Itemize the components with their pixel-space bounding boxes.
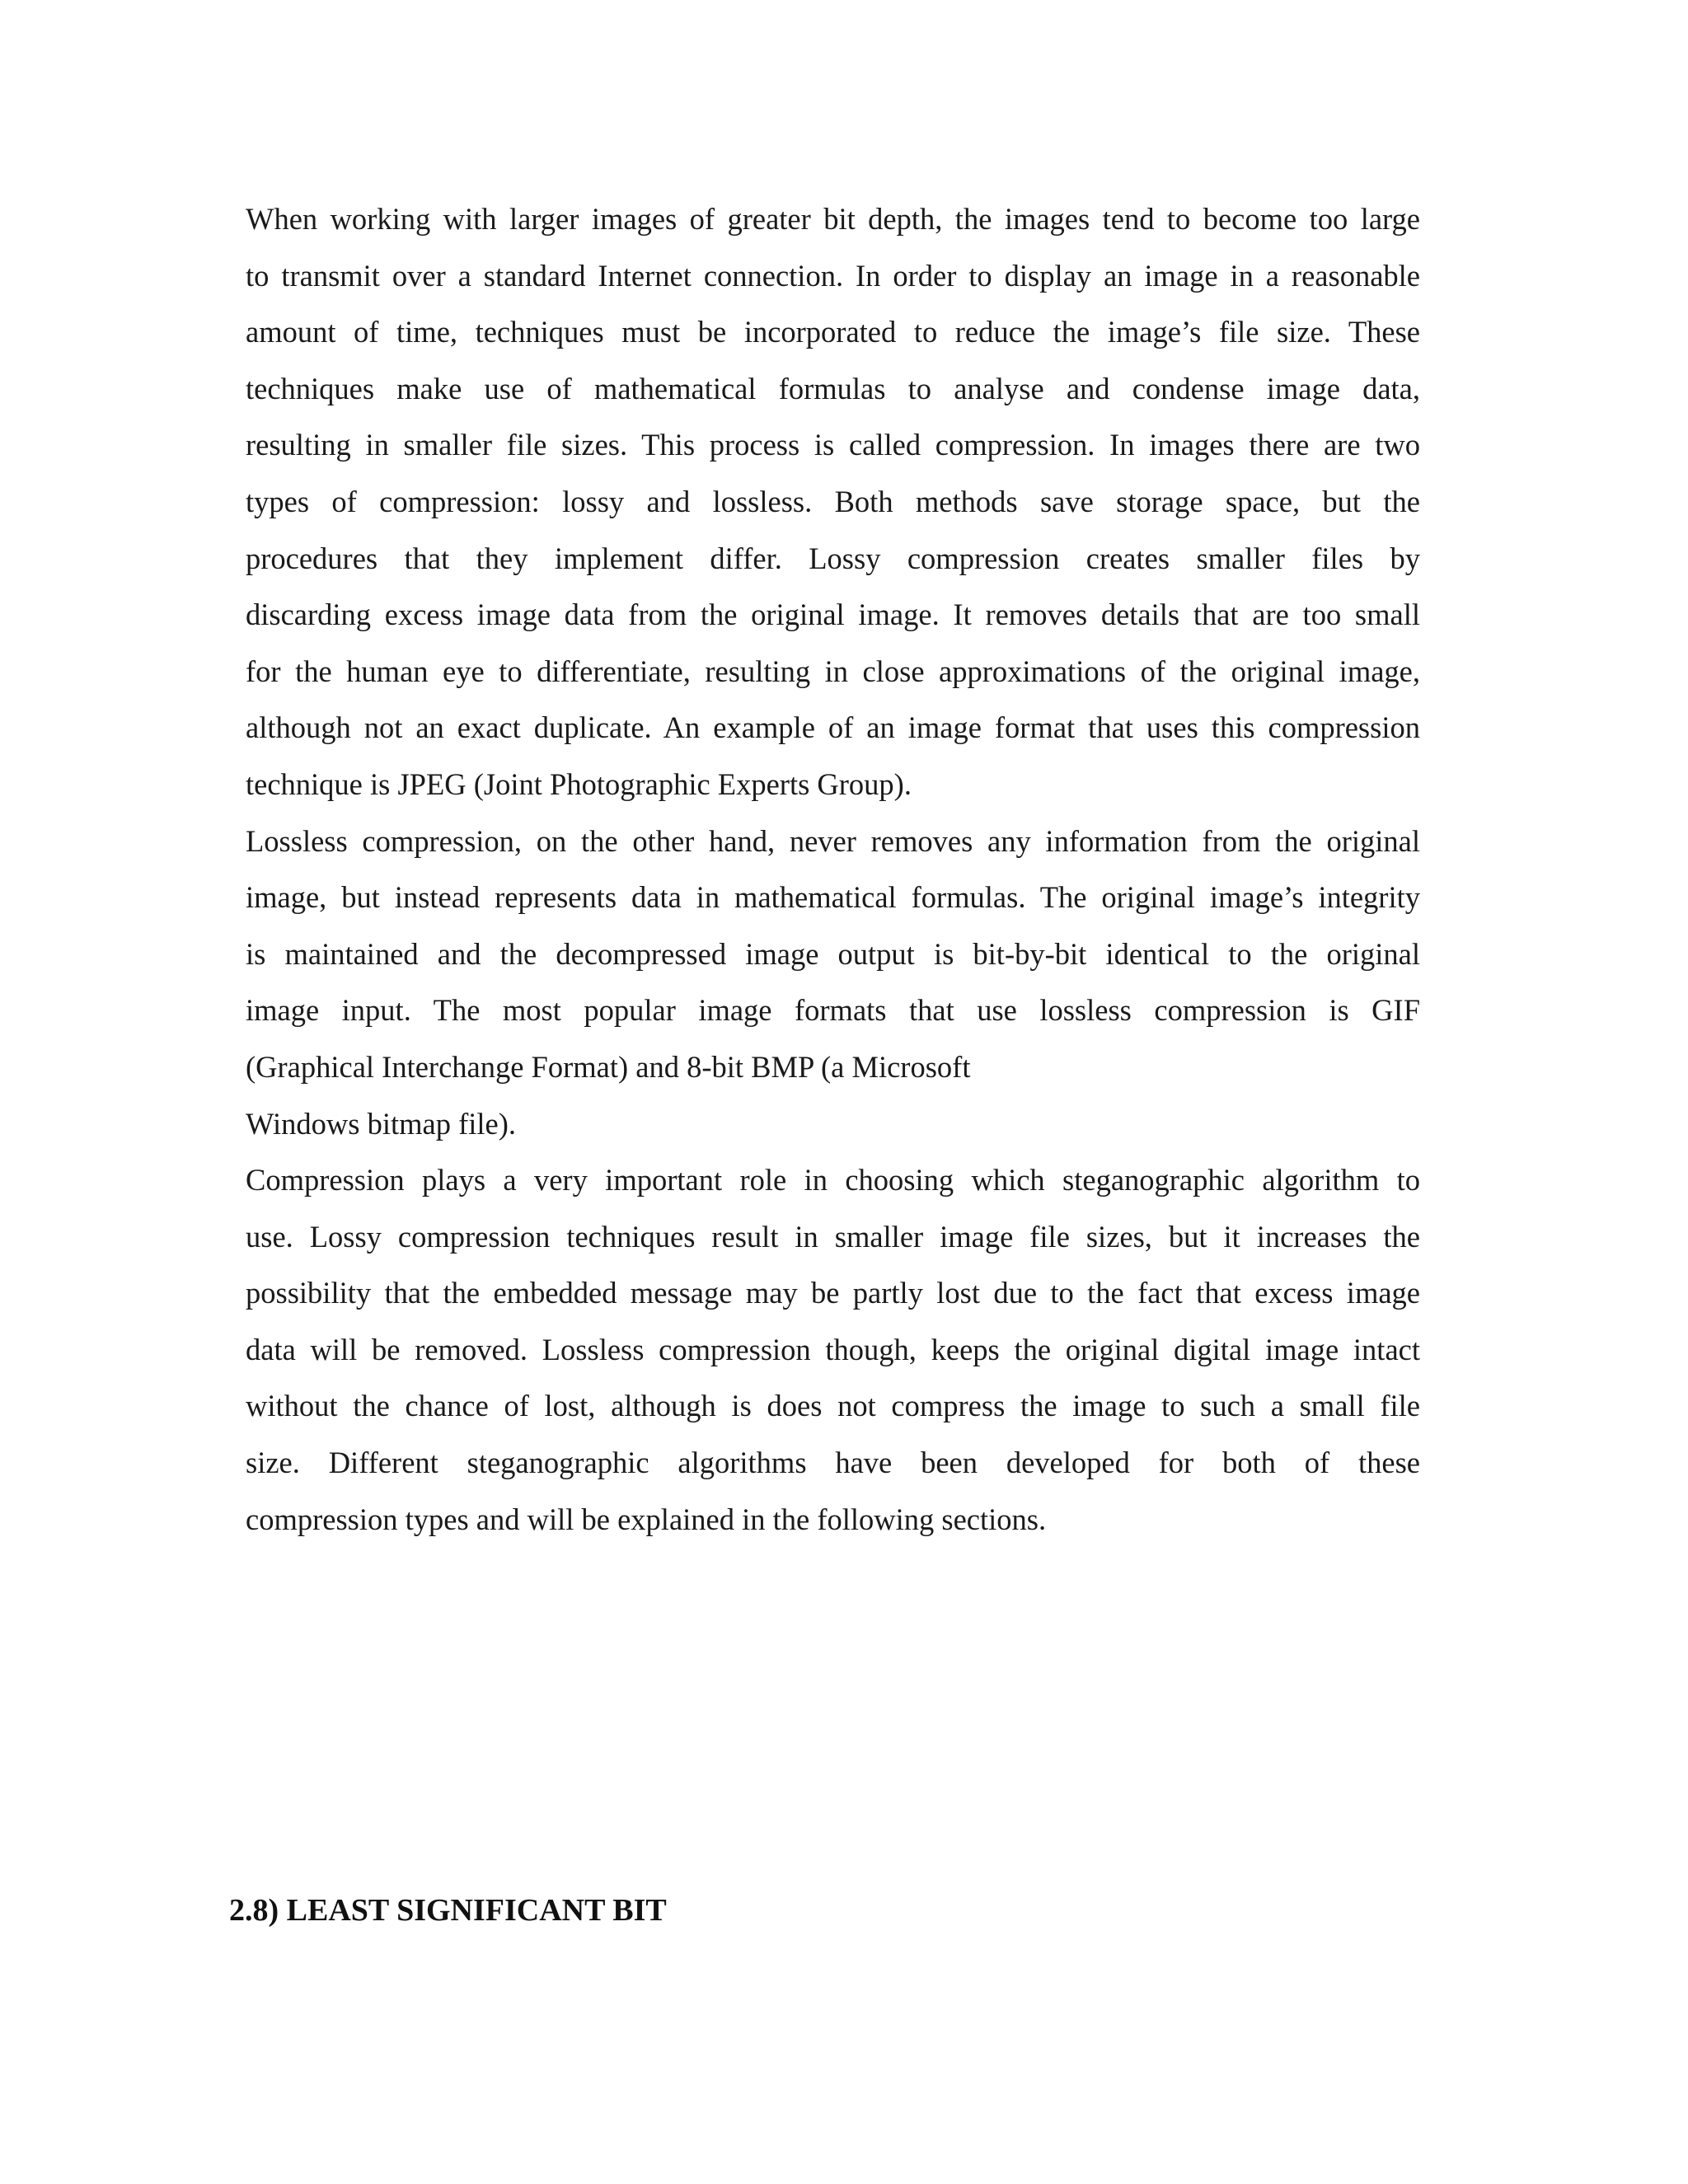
text-line: is maintained and the decompressed image output is bit-by-bit identical to the original	[246, 936, 1420, 971]
text-line: to transmit over a standard Internet connection. In order to display an image in a reasonable	[246, 258, 1420, 293]
text-line: technique is JPEG (Joint Photographic Experts Group).	[246, 766, 912, 801]
text-line: use. Lossy compression techniques result in smaller image file sizes, but it increases the	[246, 1219, 1420, 1254]
paragraph-lossless	[246, 813, 1420, 1153]
text-line: (Graphical Interchange Format) and 8-bit BMP (a Microsoft	[246, 1049, 971, 1084]
text-line: Lossless compression, on the other hand, never removes any information from the original	[246, 823, 1420, 858]
text-line: When working with larger images of greater bit depth, the images tend to become too large	[246, 202, 1420, 236]
paragraph-compression-role	[246, 1152, 1420, 1548]
text-line: discarding excess image data from the original image. It removes details that are too small	[246, 598, 1420, 632]
text-line: without the chance of lost, although is does not compress the image to such a small file	[246, 1389, 1420, 1423]
text-line: compression types and will be explained in the following sections.	[246, 1502, 1047, 1536]
text-line: image input. The most popular image formats that use lossless compression is GIF	[246, 993, 1420, 1028]
section-heading: 2.8) LEAST SIGNIFICANT BIT	[229, 1893, 667, 1928]
text-line: Windows bitmap file).	[246, 1106, 516, 1141]
body-text	[246, 191, 1420, 1548]
text-line: resulting in smaller file sizes. This process is called compression. In images there are two	[246, 428, 1420, 462]
text-line: although not an exact duplicate. An example of an image format that uses this compression	[246, 710, 1420, 745]
text-line: techniques make use of mathematical formulas to analyse and condense image data,	[246, 371, 1420, 405]
text-line: Compression plays a very important role in choosing which steganographic algorithm to	[246, 1163, 1420, 1197]
text-line: amount of time, techniques must be incorporated to reduce the image’s file size. These	[246, 315, 1420, 349]
text-line: for the human eye to differentiate, resulting in close approximations of the original image,	[246, 654, 1420, 688]
paragraph-compression-intro	[246, 191, 1420, 813]
text-line: possibility that the embedded message may be partly lost due to the fact that excess image	[246, 1276, 1420, 1310]
text-line: types of compression: lossy and lossless. Both methods save storage space, but the	[246, 484, 1420, 518]
text-line: image, but instead represents data in mathematical formulas. The original image’s integrity	[246, 880, 1420, 915]
text-line: size. Different steganographic algorithms have been developed for both of these	[246, 1446, 1420, 1480]
text-line: procedures that they implement differ. Lossy compression creates smaller files by	[246, 541, 1420, 575]
text-line: data will be removed. Lossless compression though, keeps the original digital image intact	[246, 1332, 1420, 1366]
